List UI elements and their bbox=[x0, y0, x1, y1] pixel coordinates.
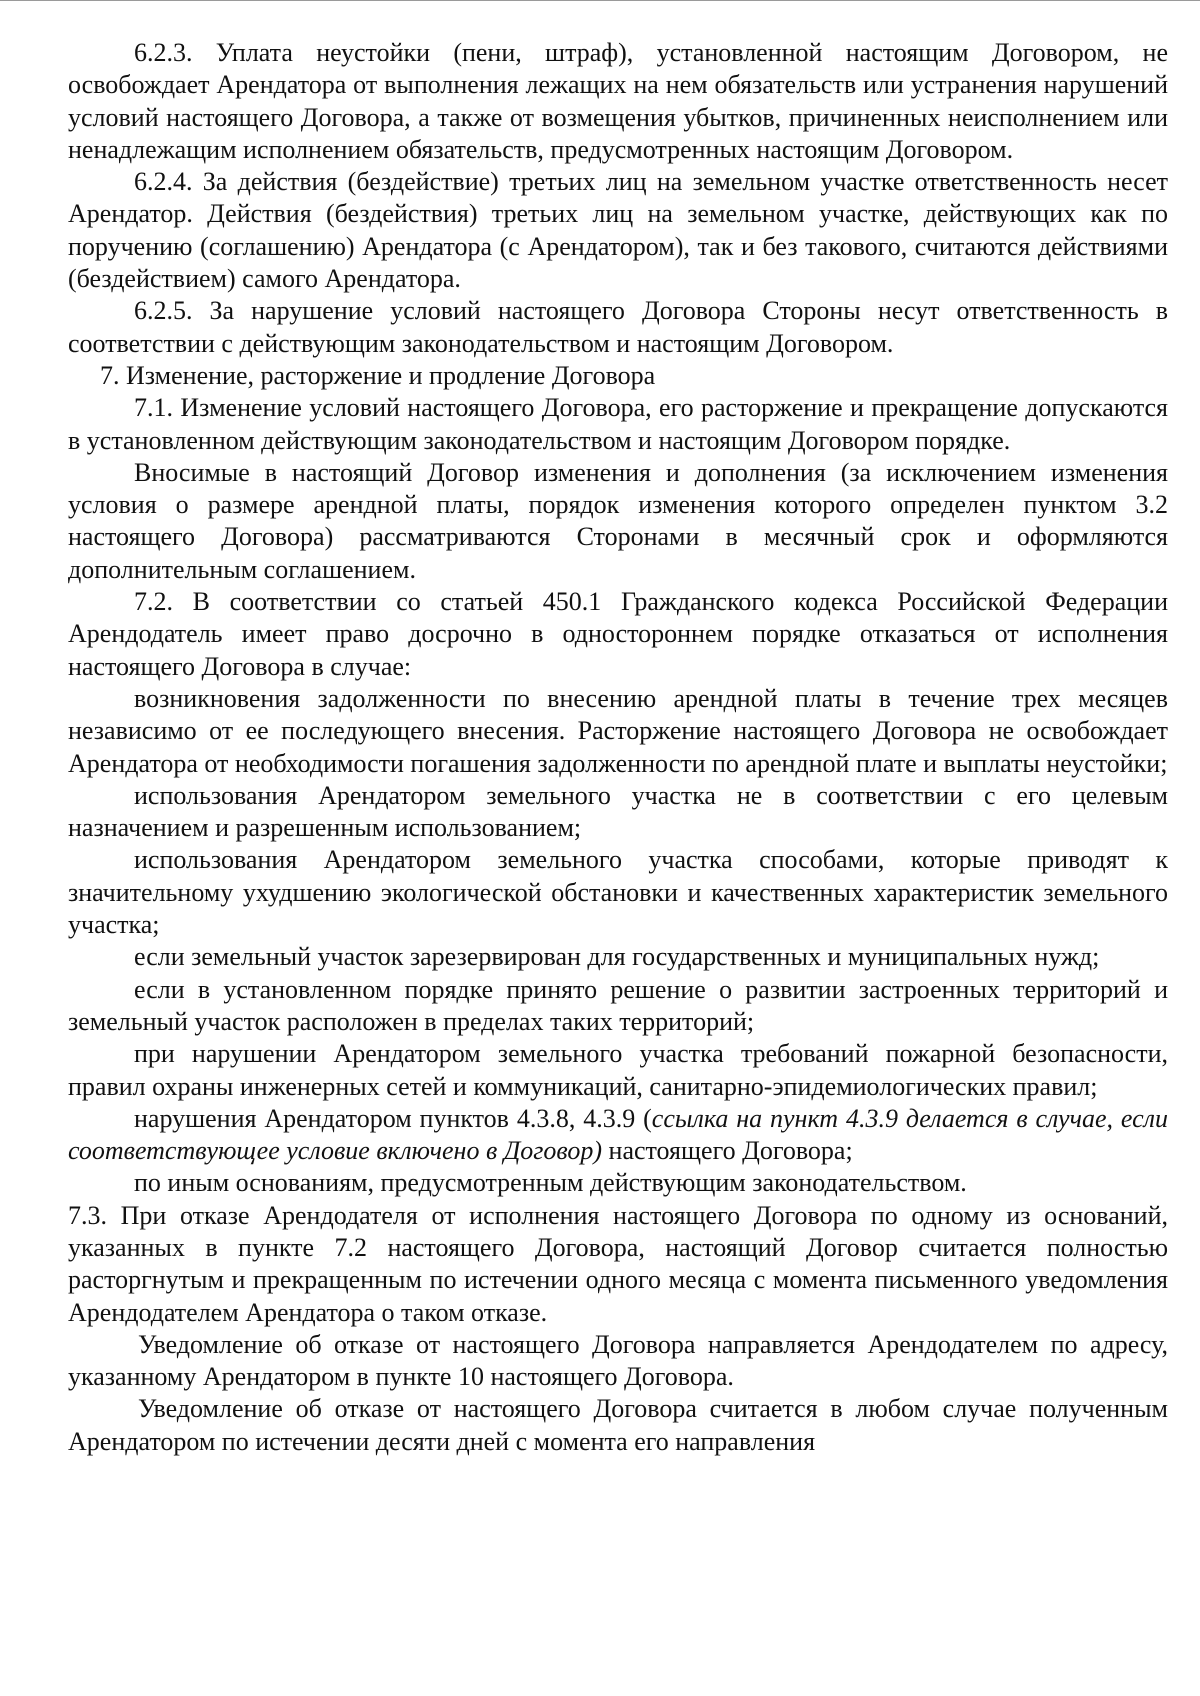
clauses-italic-note: ссылка на пункт 4.3.9 делается в случае, если соответствующее условие включено в Договор) bbox=[68, 1103, 1168, 1166]
paragraph-7-2-development: если в установленном порядке принято решение о развитии застроенных территорий и земельный участок расположен в пределах таких территорий; bbox=[68, 974, 1168, 1036]
paragraph-7-3-notice-received: Уведомление об отказе от настоящего Договора считается в любом случае полученным Арендатором по истечении десяти дней с момента его направления bbox=[68, 1394, 1168, 1456]
clauses-text-end: настоящего Договора; bbox=[602, 1136, 853, 1166]
paragraph-7-2: 7.2. В соответствии со статьей 450.1 Гражданского кодекса Российской Федерации Арендодатель имеет право досрочно в одностороннем порядке отказаться от исполнения настоящего Договора в случае: bbox=[68, 587, 1168, 681]
paragraph-7-2-other: по иным основаниям, предусмотренным действующим законодательством. bbox=[134, 1168, 967, 1198]
paragraph-7-2-misuse: использования Арендатором земельного участка не в соответствии с его целевым назначением и разрешенным использованием; bbox=[68, 780, 1168, 843]
paragraph-7-2-ecology: использования Арендатором земельного участка способами, которые приводят к значительному ухудшению экологической обстановки и качественных характеристик земельного участка; bbox=[68, 845, 1168, 940]
document-body bbox=[68, 37, 1168, 1458]
paragraph-7-2-clauses bbox=[68, 1103, 1168, 1168]
paragraph-7-1: 7.1. Изменение условий настоящего Договора, его расторжение и прекращение допускаются в установленном действующим законодательством и настоящим Договором порядке. bbox=[68, 393, 1168, 455]
paragraph-7-2-reserved: если земельный участок зарезервирован для государственных и муниципальных нужд; bbox=[134, 942, 1100, 972]
paragraph-6-2-4: 6.2.4. За действия (бездействие) третьих лиц на земельном участке ответственность несет Арендатор. Действия (бездействия) третьих лиц на земельном участке, действующих как по поручению (соглашению) Арендатора (с Арендатором), так и без такового, считаются действиями (бездействием) самого Арендатора. bbox=[68, 167, 1168, 294]
clauses-text-start: нарушения Арендатором пунктов 4.3.8, 4.3.9 ( bbox=[134, 1103, 652, 1133]
paragraph-7-2-safety: при нарушении Арендатором земельного участка требований пожарной безопасности, правил охраны инженерных сетей и коммуникаций, санитарно-эпидемиологических правил; bbox=[68, 1039, 1168, 1101]
section-7-heading: 7. Изменение, расторжение и продление Договора bbox=[100, 360, 656, 390]
paragraph-7-3-notice-address: Уведомление об отказе от настоящего Договора направляется Арендодателем по адресу, указанному Арендатором в пункте 10 настоящего Договора. bbox=[68, 1329, 1168, 1392]
paragraph-7-2-debt: возникновения задолженности по внесению арендной платы в течение трех месяцев независимо от ее последующего внесения. Расторжение настоящего Договора не освобождает Арендатора от необходимости погашения задолженности по арендной плате и выплаты неустойки; bbox=[68, 683, 1168, 778]
paragraph-7-1-changes: Вносимые в настоящий Договор изменения и дополнения (за исключением изменения условия о размере арендной платы, порядок изменения которого определен пунктом 3.2 настоящего Договора) рассматриваются Сторонами в месячный срок и оформляются дополнительным соглашением. bbox=[68, 457, 1168, 584]
paragraph-7-3: 7.3. При отказе Арендодателя от исполнения настоящего Договора по одному из оснований, указанных в пункте 7.2 настоящего Договора, настоящий Договор считается полностью расторгнутым и прекращенным по истечении одного месяца с момента письменного уведомления Арендодателем Арендатора о таком отказе. bbox=[68, 1200, 1168, 1327]
paragraph-6-2-5: 6.2.5. За нарушение условий настоящего Договора Стороны несут ответственность в соответствии с действующим законодательством и настоящим Договором. bbox=[68, 296, 1168, 358]
paragraph-6-2-3: 6.2.3. Уплата неустойки (пени, штраф), установленной настоящим Договором, не освобождает Арендатора от выполнения лежащих на нем обязательств или устранения нарушений условий настоящего Договора, а также от возмещения убытков, причиненных неисполнением или ненадлежащим исполнением обязательств, предусмотренных настоящим Договором. bbox=[68, 38, 1168, 164]
